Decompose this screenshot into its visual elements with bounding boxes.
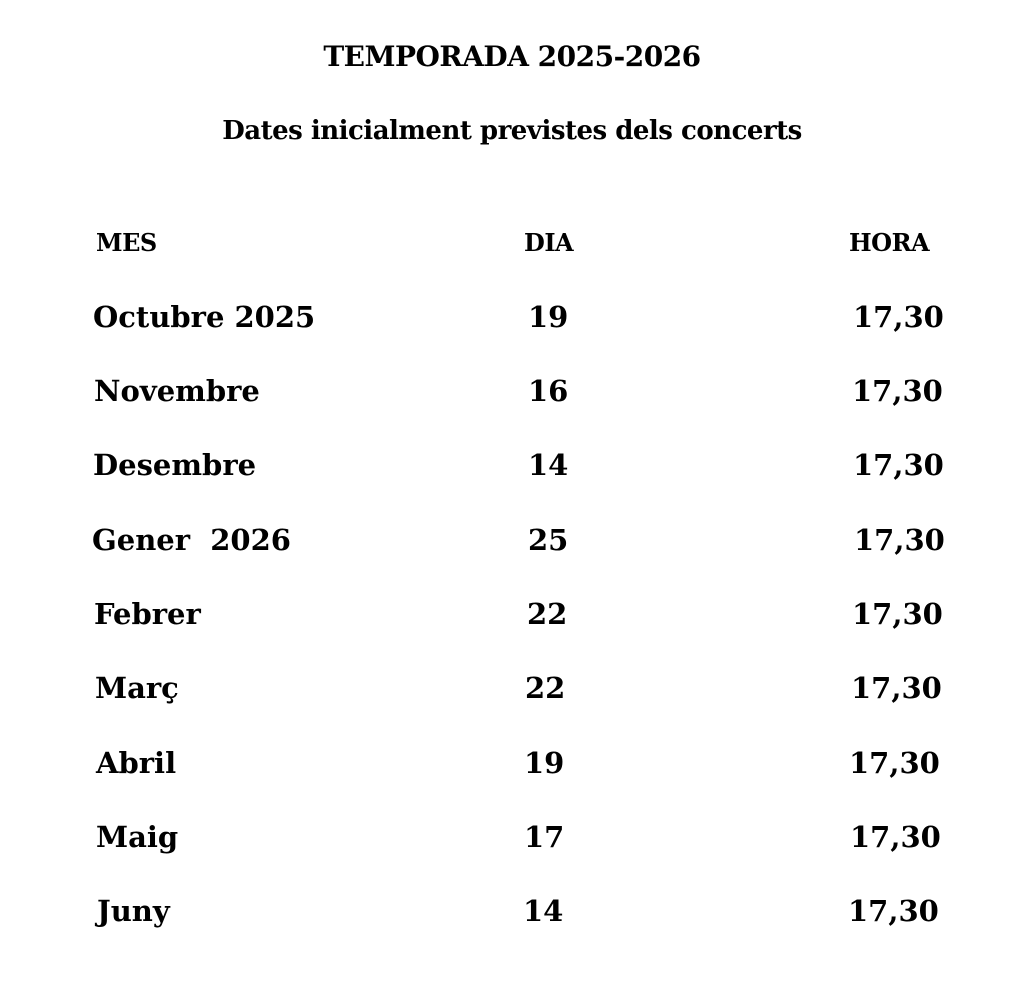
row-dia: 16 [528, 374, 569, 408]
row-mes: Febrer [94, 597, 201, 631]
row-mes: Octubre 2025 [93, 300, 316, 334]
row-hora: 17,30 [848, 894, 939, 928]
row-dia: 22 [527, 597, 568, 631]
row-dia: 17 [524, 820, 565, 854]
row-hora: 17,30 [854, 523, 945, 557]
row-mes: Desembre [93, 448, 257, 482]
row-mes: Maig [96, 820, 179, 854]
row-hora: 17,30 [853, 448, 944, 482]
row-hora: 17,30 [852, 597, 943, 631]
row-hora: 17,30 [849, 746, 940, 780]
row-hora: 17,30 [853, 300, 944, 334]
row-dia: 19 [524, 746, 565, 780]
header-mes: MES [96, 228, 157, 257]
row-hora: 17,30 [851, 671, 942, 705]
row-mes: Març [95, 671, 179, 705]
row-dia: 14 [528, 448, 569, 482]
document-subtitle: Dates inicialment previstes dels concerts [222, 116, 802, 146]
row-dia: 19 [528, 300, 569, 334]
header-dia: DIA [524, 228, 574, 257]
row-dia: 25 [528, 523, 569, 557]
row-mes: Gener 2026 [92, 523, 291, 557]
row-dia: 22 [525, 671, 566, 705]
row-hora: 17,30 [852, 374, 943, 408]
row-dia: 14 [523, 894, 564, 928]
document-title: TEMPORADA 2025-2026 [323, 40, 701, 73]
row-mes: Novembre [94, 374, 260, 408]
row-mes: Abril [96, 746, 177, 780]
header-hora: HORA [849, 228, 930, 257]
row-mes: Juny [97, 894, 170, 928]
row-hora: 17,30 [850, 820, 941, 854]
